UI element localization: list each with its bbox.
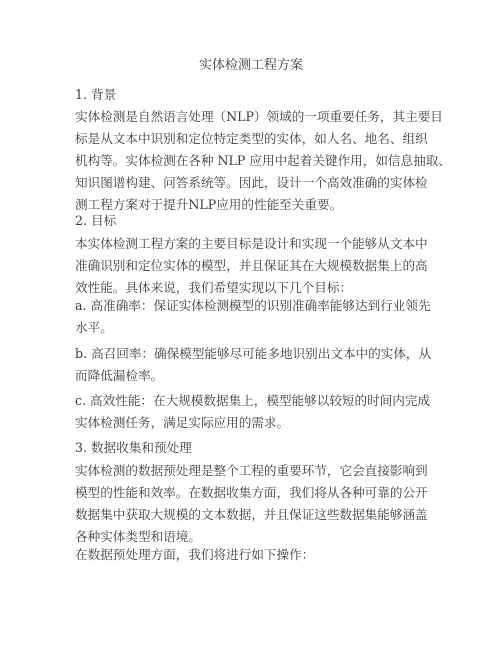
paragraph-preprocessing bbox=[75, 544, 465, 566]
paragraph-line: 效性能。具体来说，我们希望实现以下几个目标： bbox=[75, 280, 353, 295]
paragraph-data-collection bbox=[75, 460, 465, 548]
section-heading-data bbox=[75, 437, 465, 459]
section-heading-goals bbox=[75, 210, 465, 232]
section-heading: 2. 目标 bbox=[75, 213, 117, 228]
paragraph-line: 测工程方案对于提升NLP应用的性能至关重要。 bbox=[75, 197, 343, 212]
goal-item-c bbox=[75, 390, 465, 434]
paragraph-line: 标是从文本中识别和定位特定类型的实体，如人名、地名、组织 bbox=[75, 131, 428, 146]
paragraph-line: 数据集中获取大规模的文本数据，并且保证这些数据集能够涵盖 bbox=[75, 507, 428, 522]
paragraph-line: 各种实体类型和语境。 bbox=[75, 529, 201, 544]
paragraph-line: 水平。 bbox=[75, 320, 113, 335]
paragraph-line: 实体检测是自然语言处理（NLP）领域的一项重要任务，其主要目 bbox=[75, 109, 443, 124]
section-heading-background bbox=[75, 84, 465, 106]
paragraph-line: b. 高召回率：确保模型能够尽可能多地识别出文本中的实体，从 bbox=[75, 346, 432, 361]
paragraph-line: 实体检测的数据预处理是整个工程的重要环节，它会直接影响到 bbox=[75, 463, 428, 478]
paragraph-line: 实体检测任务，满足实际应用的需求。 bbox=[75, 415, 290, 430]
paragraph-line: 知识图谱构建、问答系统等。因此，设计一个高效准确的实体检 bbox=[75, 175, 428, 190]
paragraph-line: a. 高准确率：保证实体检测模型的识别准确率能够达到行业领先 bbox=[75, 298, 431, 313]
section-heading: 1. 背景 bbox=[75, 87, 117, 102]
paragraph-line: c. 高效性能：在大规模数据集上，模型能够以较短的时间内完成 bbox=[75, 393, 431, 408]
paragraph-goals-intro bbox=[75, 233, 465, 299]
paragraph-line: 机构等。实体检测在各种 NLP 应用中起着关键作用，如信息抽取、 bbox=[75, 153, 451, 168]
goal-item-b bbox=[75, 343, 465, 387]
paragraph-background bbox=[75, 106, 465, 216]
document-title: 实体检测工程方案 bbox=[198, 58, 303, 73]
paragraph-line: 而降低漏检率。 bbox=[75, 368, 164, 383]
paragraph-line: 在数据预处理方面，我们将进行如下操作： bbox=[75, 547, 315, 562]
paragraph-line: 准确识别和定位实体的模型，并且保证其在大规模数据集上的高 bbox=[75, 258, 428, 273]
goal-item-a bbox=[75, 295, 465, 339]
paragraph-line: 模型的性能和效率。在数据收集方面，我们将从各种可靠的公开 bbox=[75, 485, 428, 500]
section-heading: 3. 数据收集和预处理 bbox=[75, 440, 192, 455]
paragraph-line: 本实体检测工程方案的主要目标是设计和实现一个能够从文本中 bbox=[75, 236, 428, 251]
